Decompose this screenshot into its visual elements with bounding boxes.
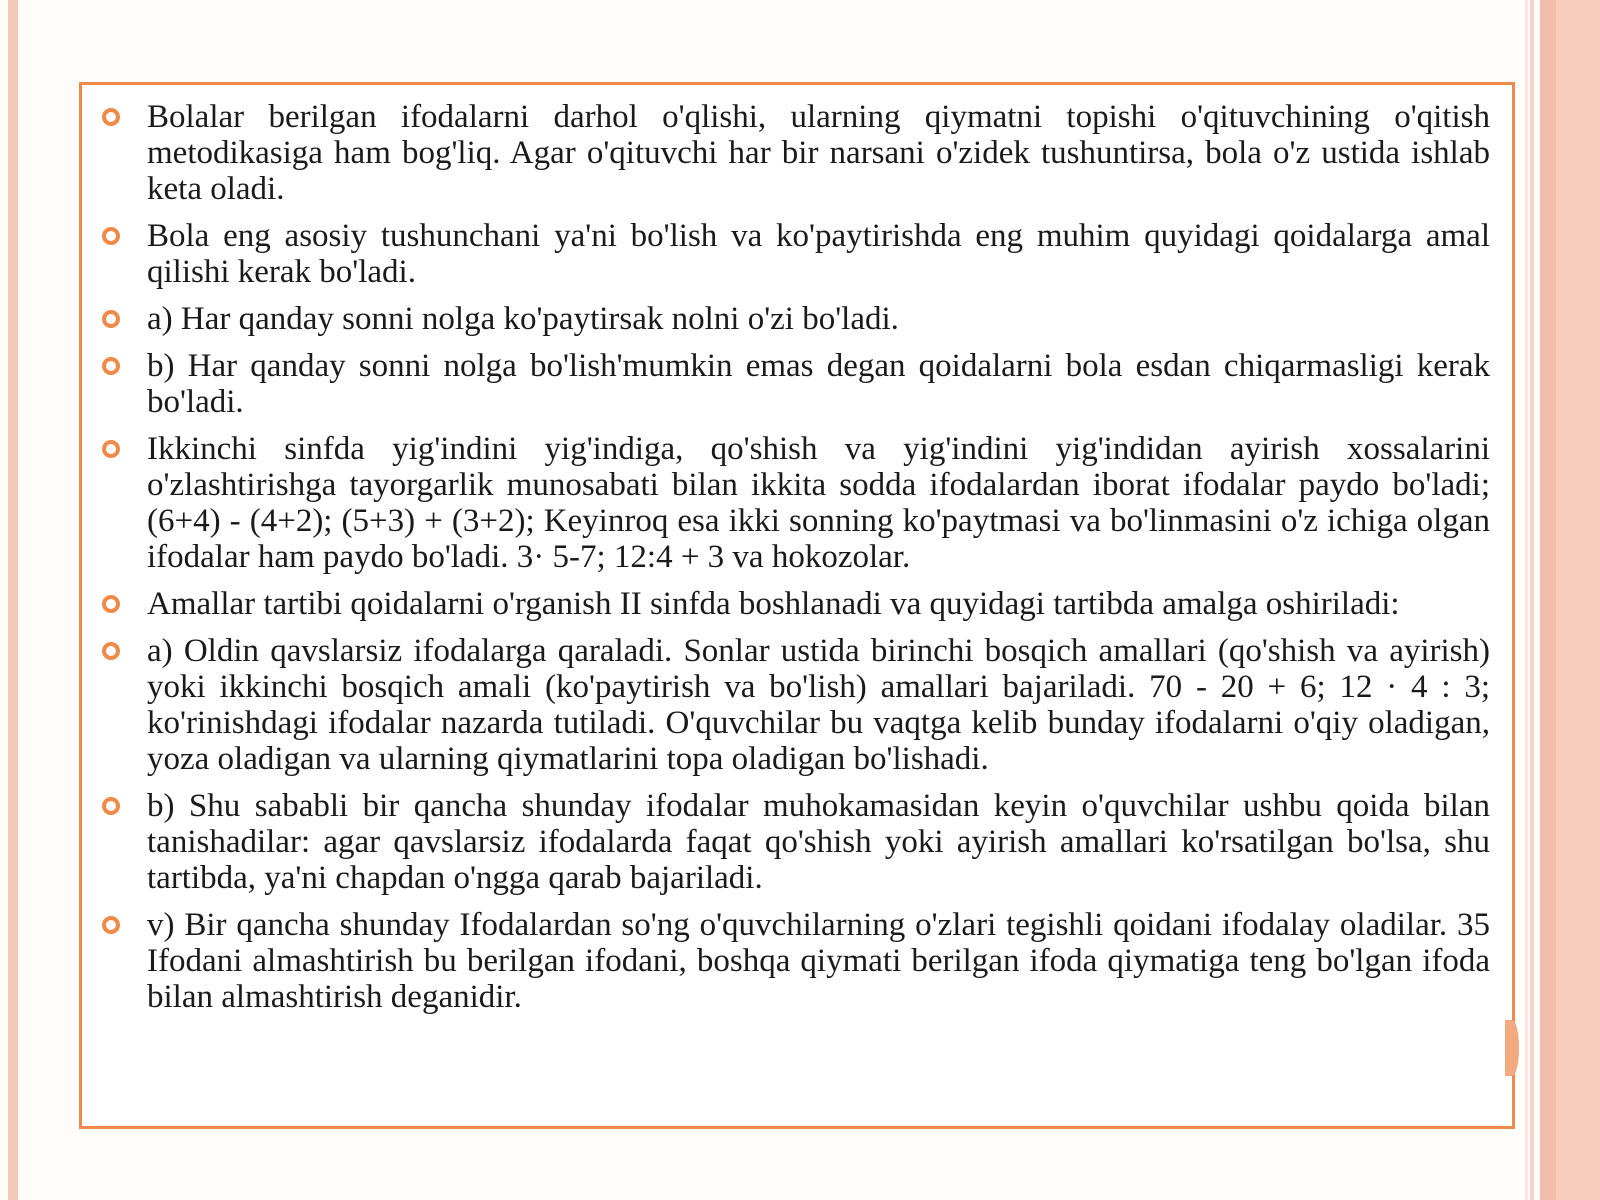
bullet-item xyxy=(82,633,1490,777)
right-decor-stripe-thin xyxy=(1525,0,1528,1200)
right-decor-stripe-light xyxy=(1530,0,1534,1200)
ring-bullet-icon xyxy=(102,108,120,126)
bullet-text: v) Bir qancha shunday Ifodalardan so'ng o'quvchilarning o'zlari tegishli qoidani ifodalay oladilar. 35 Ifodani almashtirish bu berilgan ifodani, boshqa qiymati berilgan ifoda qiymatiga teng bo'lgan ifoda bilan almashtirish deganidir. xyxy=(147,907,1490,1015)
bullet-text: Bolalar berilgan ifodalarni darhol o'qlishi, ularning qiymatni topishi o'qituvchining o'qitish metodikasiga ham bog'liq. Agar o'qituvchi har bir narsani o'zidek tushuntirsa, bola o'z ustida ishlab keta oladi. xyxy=(147,99,1490,207)
bullet-item xyxy=(82,788,1490,896)
ring-bullet-icon xyxy=(102,642,120,660)
bullet-item xyxy=(82,431,1490,575)
bullet-text: b) Shu sababli bir qancha shunday ifodalar muhokamasidan keyin o'quvchilar ushbu qoida bilan tanishadilar: agar qavslarsiz ifodalarda faqat qo'shish yoki ayirish amallari ko'rsatilgan bo'lsa, shu tartibda, ya'ni chapdan o'ngga qarab bajariladi. xyxy=(147,788,1490,896)
content-frame xyxy=(79,82,1515,1129)
ring-bullet-icon xyxy=(102,357,120,375)
bullet-item xyxy=(82,301,1490,337)
bullet-text: Bola eng asosiy tushunchani ya'ni bo'lish va ko'paytirishda eng muhim quyidagi qoidalarga amal qilishi kerak bo'ladi. xyxy=(147,218,1490,290)
ring-bullet-icon xyxy=(102,310,120,328)
ring-bullet-icon xyxy=(102,440,120,458)
right-decor-stripe-wide xyxy=(1556,0,1600,1200)
bullet-item xyxy=(82,99,1490,207)
bullet-item xyxy=(82,907,1490,1015)
bullet-item xyxy=(82,218,1490,290)
ring-bullet-icon xyxy=(102,916,120,934)
ring-bullet-icon xyxy=(102,227,120,245)
right-decor-stripe-mid xyxy=(1540,0,1556,1200)
left-decor-stripe xyxy=(8,0,18,1200)
bullet-text: Ikkinchi sinfda yig'indini yig'indiga, qo'shish va yig'indini yig'indidan ayirish xossalarini o'zlashtirishga tayorgarlik munosabati bilan ikkita sodda ifodalardan iborat ifodalar paydo bo'ladi; (6+4) - (4+2); (5+3) + (3+2); Keyinroq esa ikki sonning ko'paytmasi va bo'linmasini o'z ichiga olgan ifodalar ham paydo bo'ladi. 3· 5-7; 12:4 + 3 va hokozolar. xyxy=(147,431,1490,575)
bullet-item xyxy=(82,586,1490,622)
bullet-text: b) Har qanday sonni nolga bo'lish'mumkin emas degan qoidalarni bola esdan chiqarmasligi kerak bo'ladi. xyxy=(147,348,1490,420)
ring-bullet-icon xyxy=(102,595,120,613)
bullet-text: a) Har qanday sonni nolga ko'paytirsak nolni o'zi bo'ladi. xyxy=(147,301,899,337)
side-decor-blob xyxy=(1505,1020,1519,1076)
bullet-list xyxy=(82,85,1512,1015)
ring-bullet-icon xyxy=(102,797,120,815)
bullet-text: Amallar tartibi qoidalarni o'rganish II sinfda boshlanadi va quyidagi tartibda amalga oshiriladi: xyxy=(147,586,1400,622)
bullet-text: a) Oldin qavslarsiz ifodalarga qaraladi. Sonlar ustida birinchi bosqich amallari (qo'shish va ayirish) yoki ikkinchi bosqich amali (ko'paytirish va bo'lish) amallari bajariladi. 70 - 20 + 6; 12 · 4 : 3; ko'rinishdagi ifodalar nazarda tutiladi. O'quvchilar bu vaqtga kelib bunday ifodalarni o'qiy oladigan, yoza oladigan va ularning qiymatlarini topa oladigan bo'lishadi. xyxy=(147,633,1490,777)
bullet-item xyxy=(82,348,1490,420)
